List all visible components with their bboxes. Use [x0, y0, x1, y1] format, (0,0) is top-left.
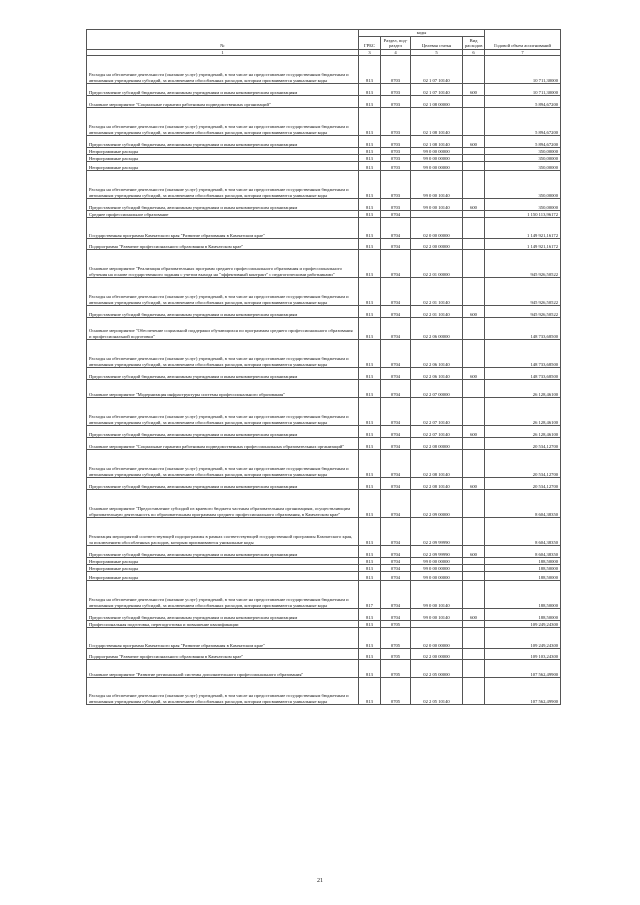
row-grbs: 813	[359, 380, 381, 398]
row-amount: 26 128,46100	[485, 398, 561, 426]
table-row	[87, 162, 561, 171]
row-razdel: 0704	[381, 398, 411, 426]
row-vid	[463, 490, 485, 518]
table-row	[87, 628, 561, 649]
row-razdel: 0704	[381, 211, 411, 218]
row-razdel: 0703	[381, 155, 411, 162]
row-amount: 188,50000	[485, 565, 561, 572]
table-row	[87, 56, 561, 84]
table-row	[87, 84, 561, 96]
row-amount: 10 711,30000	[485, 56, 561, 84]
row-amount: 945 926,50522	[485, 306, 561, 318]
row-grbs: 813	[359, 546, 381, 558]
row-amount: 350,00000	[485, 162, 561, 171]
row-vid: 600	[463, 368, 485, 380]
row-target: 02 1 08 10140	[411, 136, 463, 148]
row-name: Предоставление субсидий бюджетным, автономным учреждениям и иным некоммерческим организациям	[87, 136, 359, 148]
header-row-top	[87, 30, 561, 37]
row-target: 02 2 09 99990	[411, 518, 463, 546]
table-row	[87, 250, 561, 278]
row-razdel: 0704	[381, 581, 411, 609]
row-razdel: 0705	[381, 678, 411, 705]
row-grbs: 813	[359, 490, 381, 518]
row-amount: 107 562,49900	[485, 678, 561, 705]
row-name: Предоставление субсидий бюджетным, автономным учреждениям и иным некоммерческим организациям	[87, 84, 359, 96]
row-vid	[463, 398, 485, 426]
row-target: 02 2 01 10140	[411, 306, 463, 318]
row-vid	[463, 565, 485, 572]
row-amount: 109 249,24300	[485, 621, 561, 628]
row-grbs: 817	[359, 581, 381, 609]
row-amount: 26 128,46100	[485, 426, 561, 438]
row-grbs: 813	[359, 84, 381, 96]
budget-table	[86, 29, 561, 705]
row-grbs: 813	[359, 211, 381, 218]
row-vid: 600	[463, 426, 485, 438]
row-target: 99 0 00 00000	[411, 148, 463, 155]
table-row	[87, 380, 561, 398]
row-target: 02 2 05 00000	[411, 660, 463, 678]
row-name: Основное мероприятие "Социальные гарантии работникам подведомственных профессиональных образовательных организаций"	[87, 438, 359, 450]
row-name: Предоставление субсидий бюджетным, автономным учреждениям и иным некоммерческим организациям	[87, 546, 359, 558]
table-body	[87, 56, 561, 705]
row-name: Непрограммные расходы	[87, 565, 359, 572]
table-row	[87, 572, 561, 581]
row-razdel: 0704	[381, 565, 411, 572]
row-name: Среднее профессиональное образование	[87, 211, 359, 218]
row-grbs: 813	[359, 278, 381, 306]
table-row	[87, 306, 561, 318]
row-vid	[463, 380, 485, 398]
table-row	[87, 649, 561, 660]
row-razdel: 0704	[381, 478, 411, 490]
table-row	[87, 155, 561, 162]
row-name: Профессиональная подготовка, переподготовка и повышение квалификации	[87, 621, 359, 628]
row-target: 99 0 00 10140	[411, 581, 463, 609]
row-vid	[463, 518, 485, 546]
col-number-5: 5	[411, 49, 463, 56]
table-row	[87, 450, 561, 478]
row-target: 99 0 00 00000	[411, 162, 463, 171]
row-target	[411, 211, 463, 218]
table-row	[87, 136, 561, 148]
row-target: 02 2 06 10140	[411, 368, 463, 380]
row-vid	[463, 239, 485, 250]
row-grbs: 813	[359, 148, 381, 155]
table-row	[87, 565, 561, 572]
row-amount: 20 534,12700	[485, 478, 561, 490]
row-razdel: 0703	[381, 56, 411, 84]
table-row	[87, 340, 561, 368]
row-grbs: 813	[359, 108, 381, 136]
row-razdel: 0704	[381, 368, 411, 380]
row-name: Подпрограмма "Развитие профессионального образования в Камчатском крае"	[87, 239, 359, 250]
row-razdel: 0703	[381, 84, 411, 96]
row-target: 02 2 00 00000	[411, 239, 463, 250]
row-amount: 109 249,24300	[485, 628, 561, 649]
row-amount: 10 711,30000	[485, 84, 561, 96]
row-amount: 945 926,50522	[485, 278, 561, 306]
row-razdel: 0704	[381, 239, 411, 250]
row-amount: 5 894,67200	[485, 136, 561, 148]
table-row	[87, 368, 561, 380]
row-razdel: 0704	[381, 572, 411, 581]
row-target	[411, 621, 463, 628]
row-razdel: 0704	[381, 278, 411, 306]
row-razdel: 0704	[381, 218, 411, 239]
row-amount: 8 604,38350	[485, 546, 561, 558]
row-amount: 350,00000	[485, 148, 561, 155]
row-name: Государственная программа Камчатского края "Развитие образования в Камчатском крае"	[87, 628, 359, 649]
row-amount: 20 534,12700	[485, 450, 561, 478]
row-vid	[463, 171, 485, 199]
row-amount: 148 733,68500	[485, 340, 561, 368]
row-amount: 188,50000	[485, 609, 561, 621]
row-grbs: 813	[359, 518, 381, 546]
row-amount: 5 894,67200	[485, 96, 561, 108]
row-target: 99 0 00 10140	[411, 609, 463, 621]
page-number: 21	[317, 878, 323, 884]
row-target: 99 0 00 00000	[411, 565, 463, 572]
row-target: 02 0 00 00000	[411, 628, 463, 649]
row-target: 02 2 01 10140	[411, 278, 463, 306]
header-razdel: Раздел, под-раздел	[381, 36, 411, 49]
row-target: 02 1 08 10140	[411, 108, 463, 136]
table-row	[87, 490, 561, 518]
row-grbs: 813	[359, 136, 381, 148]
row-target: 99 0 00 00000	[411, 572, 463, 581]
row-grbs: 813	[359, 398, 381, 426]
header-grbs: ГРБС	[359, 36, 381, 49]
row-name: Предоставление субсидий бюджетным, автономным учреждениям и иным некоммерческим организациям	[87, 609, 359, 621]
row-vid	[463, 56, 485, 84]
col-number-4: 4	[381, 49, 411, 56]
row-razdel: 0704	[381, 426, 411, 438]
row-name: Подпрограмма "Развитие профессионального образования в Камчатском крае"	[87, 649, 359, 660]
row-vid	[463, 318, 485, 340]
row-target: 02 2 05 10140	[411, 678, 463, 705]
row-razdel: 0705	[381, 628, 411, 649]
row-vid	[463, 108, 485, 136]
table-row	[87, 398, 561, 426]
row-amount: 350,00000	[485, 155, 561, 162]
header-codes: коды	[359, 30, 485, 37]
row-name: Расходы на обеспечение деятельности (оказание услуг) учреждений, в том числе на предоставление государственным бюджетным и автономным учреждениям субсидий, за исключением обособленных расходов, которым присваиваются уникальные коды	[87, 398, 359, 426]
row-target: 99 0 00 10140	[411, 171, 463, 199]
row-amount: 148 733,68500	[485, 368, 561, 380]
row-razdel: 0704	[381, 250, 411, 278]
row-vid	[463, 278, 485, 306]
row-grbs: 813	[359, 199, 381, 211]
header-num: №	[87, 30, 359, 50]
col-number-3: 3	[359, 49, 381, 56]
row-amount: 8 604,38350	[485, 518, 561, 546]
row-grbs: 813	[359, 438, 381, 450]
row-target: 02 1 07 10140	[411, 56, 463, 84]
row-amount: 945 926,50522	[485, 250, 561, 278]
budget-page	[86, 29, 560, 705]
row-amount: 148 733,68500	[485, 318, 561, 340]
row-target: 02 2 06 10140	[411, 340, 463, 368]
row-target: 02 2 07 00000	[411, 380, 463, 398]
row-target: 02 2 06 00000	[411, 318, 463, 340]
row-vid	[463, 96, 485, 108]
table-row	[87, 660, 561, 678]
table-row	[87, 148, 561, 155]
row-name: Предоставление субсидий бюджетным, автономным учреждениям и иным некоммерческим организациям	[87, 199, 359, 211]
row-vid	[463, 250, 485, 278]
row-grbs: 813	[359, 239, 381, 250]
row-razdel: 0704	[381, 306, 411, 318]
row-amount: 350,00000	[485, 199, 561, 211]
row-name: Непрограммные расходы	[87, 558, 359, 565]
row-amount: 188,50000	[485, 581, 561, 609]
row-grbs: 813	[359, 56, 381, 84]
row-vid	[463, 162, 485, 171]
row-grbs: 813	[359, 96, 381, 108]
row-razdel: 0704	[381, 490, 411, 518]
row-amount: 188,50000	[485, 558, 561, 565]
row-vid	[463, 628, 485, 649]
row-target: 02 2 07 10140	[411, 426, 463, 438]
row-amount: 109 103,24300	[485, 649, 561, 660]
row-razdel: 0704	[381, 518, 411, 546]
row-grbs: 813	[359, 450, 381, 478]
row-razdel: 0704	[381, 438, 411, 450]
row-razdel: 0705	[381, 621, 411, 628]
row-vid: 600	[463, 478, 485, 490]
row-name: Расходы на обеспечение деятельности (оказание услуг) учреждений, в том числе на предоставление государственным бюджетным и автономным учреждениям субсидий, за исключением обособленных расходов, которым присваиваются уникальные коды	[87, 340, 359, 368]
row-grbs: 813	[359, 565, 381, 572]
row-vid: 600	[463, 609, 485, 621]
row-razdel: 0704	[381, 380, 411, 398]
row-razdel: 0705	[381, 649, 411, 660]
row-vid: 600	[463, 136, 485, 148]
table-row	[87, 546, 561, 558]
row-name: Расходы на обеспечение деятельности (оказание услуг) учреждений, в том числе на предоставление государственным бюджетным и автономным учреждениям субсидий, за исключением обособленных расходов, которым присваиваются уникальные коды	[87, 678, 359, 705]
row-vid	[463, 660, 485, 678]
row-vid	[463, 340, 485, 368]
row-amount: 107 562,49900	[485, 660, 561, 678]
row-grbs: 813	[359, 621, 381, 628]
row-grbs: 813	[359, 218, 381, 239]
row-target: 02 2 08 00000	[411, 438, 463, 450]
row-grbs: 813	[359, 306, 381, 318]
col-number-6: 6	[463, 49, 485, 56]
row-vid: 600	[463, 199, 485, 211]
row-grbs: 813	[359, 628, 381, 649]
row-razdel: 0703	[381, 108, 411, 136]
row-razdel: 0703	[381, 171, 411, 199]
row-name: Расходы на обеспечение деятельности (оказание услуг) учреждений, в том числе на предоставление государственным бюджетным и автономным учреждениям субсидий, за исключением обособленных расходов, которым присваиваются уникальные коды	[87, 171, 359, 199]
row-target: 02 1 07 10140	[411, 84, 463, 96]
row-target: 02 2 00 00000	[411, 649, 463, 660]
row-razdel: 0704	[381, 340, 411, 368]
row-target: 02 2 08 10140	[411, 478, 463, 490]
col-number-7: 7	[485, 49, 561, 56]
row-name: Расходы на обеспечение деятельности (оказание услуг) учреждений, в том числе на предоставление государственным бюджетным и автономным учреждениям субсидий, за исключением обособленных расходов, которым присваиваются уникальные коды	[87, 278, 359, 306]
row-target: 02 0 00 00000	[411, 218, 463, 239]
row-target: 99 0 00 10140	[411, 199, 463, 211]
row-name: Реализация мероприятий соответствующей подпрограммы в рамках соответствующей государственной программы Камчатского края, за исключением обособленных расходов, которым присваиваются уникальные коды	[87, 518, 359, 546]
row-name: Государственная программа Камчатского края "Развитие образования в Камчатском крае"	[87, 218, 359, 239]
row-grbs: 813	[359, 558, 381, 565]
row-vid	[463, 581, 485, 609]
col-number-1: 1	[87, 49, 359, 56]
table-row	[87, 518, 561, 546]
row-vid	[463, 558, 485, 565]
row-razdel: 0703	[381, 96, 411, 108]
row-grbs: 813	[359, 250, 381, 278]
row-vid	[463, 649, 485, 660]
table-row	[87, 426, 561, 438]
row-name: Предоставление субсидий бюджетным, автономным учреждениям и иным некоммерческим организациям	[87, 306, 359, 318]
row-grbs: 813	[359, 478, 381, 490]
row-razdel: 0703	[381, 162, 411, 171]
row-grbs: 813	[359, 368, 381, 380]
table-row	[87, 318, 561, 340]
row-target: 99 0 00 00000	[411, 155, 463, 162]
row-amount: 1 149 921,16172	[485, 239, 561, 250]
header-amount: Годовой объем ассигнований	[485, 30, 561, 50]
row-razdel: 0704	[381, 558, 411, 565]
row-name: Предоставление субсидий бюджетным, автономным учреждениям и иным некоммерческим организациям	[87, 426, 359, 438]
row-target: 02 2 09 99990	[411, 546, 463, 558]
row-grbs: 813	[359, 609, 381, 621]
table-row	[87, 678, 561, 705]
table-row	[87, 278, 561, 306]
table-row	[87, 211, 561, 218]
row-target: 02 2 07 10140	[411, 398, 463, 426]
row-grbs: 813	[359, 572, 381, 581]
row-target: 02 2 09 00000	[411, 490, 463, 518]
header-target: Целевая статья	[411, 36, 463, 49]
row-amount: 188,50000	[485, 572, 561, 581]
row-vid	[463, 438, 485, 450]
row-name: Предоставление субсидий бюджетным, автономным учреждениям и иным некоммерческим организациям	[87, 478, 359, 490]
row-amount: 1 149 921,16172	[485, 218, 561, 239]
header-vid: Вид расходов	[463, 36, 485, 49]
row-grbs: 813	[359, 340, 381, 368]
row-vid: 600	[463, 306, 485, 318]
row-amount: 8 604,38350	[485, 490, 561, 518]
row-amount: 5 894,67200	[485, 108, 561, 136]
table-row	[87, 438, 561, 450]
row-grbs: 813	[359, 318, 381, 340]
row-name: Расходы на обеспечение деятельности (оказание услуг) учреждений, в том числе на предоставление государственным бюджетным и автономным учреждениям субсидий, за исключением обособленных расходов, которым присваиваются уникальные коды	[87, 108, 359, 136]
table-row	[87, 609, 561, 621]
row-razdel: 0703	[381, 136, 411, 148]
table-row	[87, 581, 561, 609]
row-name: Расходы на обеспечение деятельности (оказание услуг) учреждений, в том числе на предоставление государственным бюджетным и автономным учреждениям субсидий, за исключением обособленных расходов, которым присваиваются уникальные коды	[87, 450, 359, 478]
row-razdel: 0704	[381, 318, 411, 340]
row-name: Непрограммные расходы	[87, 572, 359, 581]
row-razdel: 0704	[381, 609, 411, 621]
row-amount: 26 128,46100	[485, 380, 561, 398]
table-row	[87, 621, 561, 628]
row-grbs: 813	[359, 171, 381, 199]
row-vid	[463, 572, 485, 581]
row-razdel: 0705	[381, 660, 411, 678]
row-target: 02 2 08 10140	[411, 450, 463, 478]
table-row	[87, 218, 561, 239]
row-target: 02 1 08 00000	[411, 96, 463, 108]
row-razdel: 0703	[381, 199, 411, 211]
row-vid: 600	[463, 546, 485, 558]
row-name: Непрограммные расходы	[87, 148, 359, 155]
row-name: Расходы на обеспечение деятельности (оказание услуг) учреждений, в том числе на предоставление государственным бюджетным и автономным учреждениям субсидий, за исключением обособленных расходов, которым присваиваются уникальные коды	[87, 56, 359, 84]
row-razdel: 0704	[381, 450, 411, 478]
row-vid: 600	[463, 84, 485, 96]
row-grbs: 813	[359, 155, 381, 162]
table-row	[87, 171, 561, 199]
row-vid	[463, 148, 485, 155]
row-name: Предоставление субсидий бюджетным, автономным учреждениям и иным некоммерческим организациям	[87, 368, 359, 380]
table-row	[87, 478, 561, 490]
row-vid	[463, 218, 485, 239]
row-name: Основное мероприятие "Предоставление субсидий из краевого бюджета частным образовательным организациям, осуществляющим образовательную деятельность по образовательным программам среднего профессионального образования, в Камчатском крае"	[87, 490, 359, 518]
row-target: 99 0 00 00000	[411, 558, 463, 565]
row-grbs: 813	[359, 649, 381, 660]
row-vid	[463, 450, 485, 478]
row-grbs: 813	[359, 678, 381, 705]
row-name: Непрограммные расходы	[87, 155, 359, 162]
row-name: Непрограммные расходы	[87, 162, 359, 171]
row-vid	[463, 211, 485, 218]
row-amount: 1 150 113,96172	[485, 211, 561, 218]
row-amount: 350,00000	[485, 171, 561, 199]
row-grbs: 813	[359, 660, 381, 678]
row-name: Основное мероприятие "Развитие региональной системы дополнительного профессионального образования"	[87, 660, 359, 678]
row-razdel: 0703	[381, 148, 411, 155]
table-row	[87, 199, 561, 211]
row-name: Основное мероприятие "Модернизация инфраструктуры системы профессионального образования"	[87, 380, 359, 398]
row-name: Основное мероприятие "Реализация образовательных программ среднего профессионального образования и профессионального обучения на основе государственного задания с учетом выхода на "эффективный контракт" с педагогическими работниками"	[87, 250, 359, 278]
table-row	[87, 96, 561, 108]
row-amount: 20 534,12700	[485, 438, 561, 450]
row-vid	[463, 155, 485, 162]
table-row	[87, 108, 561, 136]
row-vid	[463, 621, 485, 628]
table-row	[87, 239, 561, 250]
row-razdel: 0704	[381, 546, 411, 558]
row-vid	[463, 678, 485, 705]
table-row	[87, 558, 561, 565]
row-target: 02 2 01 00000	[411, 250, 463, 278]
row-name: Основное мероприятие "Социальные гарантии работникам подведомственных организаций"	[87, 96, 359, 108]
row-name: Основное мероприятие "Обеспечение социальной поддержки обучающихся по программам среднего профессионального образования и профессиональной подготовки"	[87, 318, 359, 340]
row-grbs: 813	[359, 426, 381, 438]
row-grbs: 813	[359, 162, 381, 171]
row-name: Расходы на обеспечение деятельности (оказание услуг) учреждений, в том числе на предоставление государственным бюджетным и автономным учреждениям субсидий, за исключением обособленных расходов, которым присваиваются уникальные коды	[87, 581, 359, 609]
